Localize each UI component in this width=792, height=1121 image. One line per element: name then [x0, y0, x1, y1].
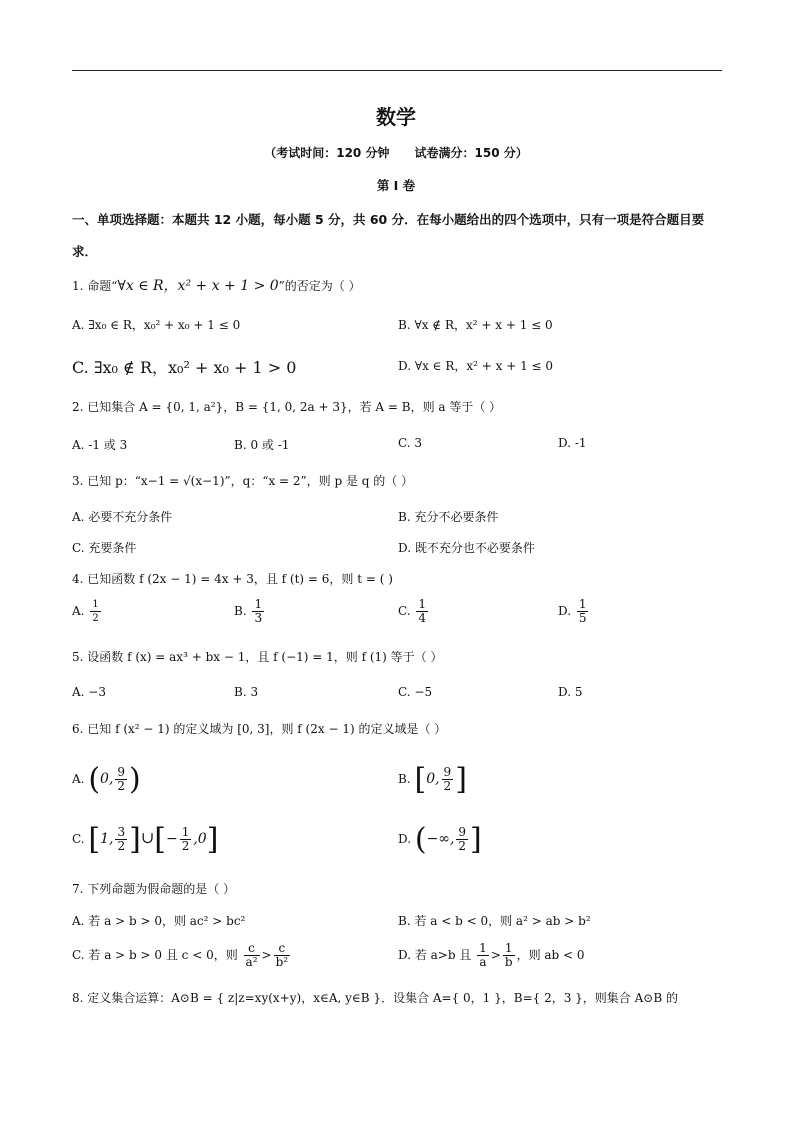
- q6-option-a[interactable]: [72, 762, 141, 797]
- q5-option-b[interactable]: B. 3: [234, 685, 259, 699]
- q2-option-c[interactable]: C. 3: [398, 436, 423, 450]
- q6-option-b[interactable]: [398, 762, 467, 797]
- q6-c-bracket-close: ]: [129, 822, 141, 857]
- q6-c-bracket-close-2: ]: [206, 822, 219, 857]
- q7-d-numerator-1: 1: [479, 941, 487, 955]
- q2-option-d[interactable]: D. -1: [558, 436, 587, 450]
- question-1-prefix: 1. 命题“: [72, 279, 118, 293]
- q7-c-comparison: >: [261, 948, 272, 962]
- q6-d-left-paren: (: [414, 822, 427, 857]
- q7-c-numerator-2: c: [274, 942, 291, 956]
- q6-option-d[interactable]: [398, 822, 482, 857]
- q6-a-lower: 0,: [100, 771, 114, 787]
- union-symbol: ∪: [140, 828, 155, 847]
- q4-a-denominator: 2: [92, 613, 99, 624]
- q6-c-minus: −: [165, 831, 178, 847]
- q6-b-numerator: 9: [443, 765, 452, 779]
- q4-option-b-label: B.: [234, 604, 247, 618]
- question-3: 3. 已知 p：“x−1 = √(x−1)”，q：“x = 2”，则 p 是 q 的（ ）: [72, 474, 414, 488]
- question-5: 5. 设函数 f (x) = ax³ + bx − 1，且 f (−1) = 1，则 f (1) 等于（ ）: [72, 650, 443, 664]
- q6-b-right-bracket: ]: [455, 762, 467, 797]
- q4-d-numerator: 1: [578, 597, 587, 611]
- q7-d-denominator-1: a: [479, 955, 487, 969]
- question-1-math: ∀x ∈ R，x² + x + 1 > 0: [117, 278, 279, 294]
- q6-a-right-paren: ): [129, 762, 141, 797]
- section-heading: 一、单项选择题：本题共 12 小题，每小题 5 分，共 60 分．在每小题给出的四个选项中，只有一项是符合题目要求．: [72, 212, 705, 259]
- page-title: 数学: [376, 105, 416, 129]
- q7-c-denominator-2: b²: [275, 955, 289, 969]
- q4-option-a-label: A.: [72, 604, 85, 618]
- q6-d-denominator: 2: [458, 839, 467, 853]
- q1-option-d[interactable]: D. ∀x ∈ R，x² + x + 1 ≤ 0: [398, 359, 554, 373]
- q6-option-b-label: B.: [398, 772, 411, 786]
- q6-option-d-label: D.: [398, 832, 412, 846]
- question-2: 2. 已知集合 A = {0, 1, a²}，B = {1, 0, 2a + 3}，若 A = B，则 a 等于（ ）: [72, 400, 502, 414]
- q3-option-a[interactable]: A. 必要不充分条件: [72, 510, 173, 524]
- q6-option-c-label: C.: [72, 832, 85, 846]
- question-1-suffix: ”的否定为（ ）: [278, 279, 361, 293]
- q4-option-c[interactable]: [398, 598, 430, 625]
- q7-c-condition: C. 若 a > b > 0 且 c < 0，则: [72, 948, 238, 962]
- q3-option-d[interactable]: D. 既不充分也不必要条件: [398, 541, 535, 555]
- q6-option-a-label: A.: [72, 772, 85, 786]
- q7-option-d[interactable]: [398, 942, 585, 969]
- q6-a-left-paren: (: [88, 762, 101, 797]
- q4-option-c-label: C.: [398, 604, 411, 618]
- q7-d-numerator-2: 1: [503, 942, 515, 956]
- q7-c-denominator-1: a²: [245, 955, 258, 969]
- q2-option-b[interactable]: B. 0 或 -1: [234, 438, 290, 452]
- q6-c-part1-denominator: 2: [117, 839, 126, 853]
- q7-d-conclusion: ，则 ab < 0: [516, 948, 585, 962]
- q3-option-c[interactable]: C. 充要条件: [72, 541, 137, 555]
- q4-option-d[interactable]: [558, 598, 590, 625]
- question-8: 8. 定义集合运算：A⊙B = { z|z=xy(x+y)，x∈A, y∈B }．设集合 A={ 0，1 }，B={ 2，3 }，则集合 A⊙B 的: [72, 991, 678, 1005]
- q7-d-denominator-2: b: [504, 955, 513, 969]
- question-4: 4. 已知函数 f (2x − 1) = 4x + 3，且 f (t) = 6，则 t = ( ): [72, 572, 393, 586]
- q4-option-d-label: D.: [558, 604, 572, 618]
- q4-a-numerator: 1: [92, 599, 99, 610]
- q6-c-part1-lower: 1,: [100, 831, 114, 847]
- q5-option-c[interactable]: C. −5: [398, 685, 433, 699]
- q7-c-numerator-1: c: [244, 942, 260, 956]
- q6-d-right-bracket: ]: [470, 822, 482, 857]
- q6-b-denominator: 2: [443, 779, 452, 793]
- q6-option-c[interactable]: [72, 822, 218, 857]
- q6-c-bracket-open: [: [88, 822, 101, 857]
- q4-option-b[interactable]: [234, 598, 266, 625]
- q6-d-lower: −∞,: [426, 831, 455, 847]
- q6-d-numerator: 9: [458, 825, 467, 839]
- q7-option-b[interactable]: B. 若 a < b < 0，则 a² > ab > b²: [398, 914, 591, 928]
- q6-c-part2-upper: ,0: [193, 831, 207, 847]
- q1-option-c[interactable]: C. ∃x₀ ∉ R，x₀² + x₀ + 1 > 0: [72, 358, 297, 377]
- q6-a-numerator: 9: [117, 765, 126, 779]
- q2-option-a[interactable]: A. -1 或 3: [72, 438, 128, 452]
- q7-d-comparison: >: [490, 948, 501, 962]
- q5-option-d[interactable]: D. 5: [558, 685, 583, 699]
- volume-label: 第 I 卷: [376, 178, 416, 193]
- question-6: 6. 已知 f (x² − 1) 的定义域为 [0, 3]，则 f (2x − 1) 的定义域是（ ）: [72, 722, 447, 736]
- q6-b-left-bracket: [: [414, 762, 427, 797]
- q6-c-bracket-open-2: [: [154, 822, 166, 857]
- q3-option-b[interactable]: B. 充分不必要条件: [398, 510, 499, 524]
- q6-c-part2-numerator: 1: [181, 825, 190, 839]
- q4-option-a[interactable]: [72, 598, 103, 625]
- exam-info: （考试时间：120 分钟 试卷满分：150 分）: [264, 146, 528, 160]
- q4-b-numerator: 1: [254, 597, 263, 611]
- q6-c-part1-numerator: 3: [117, 825, 126, 839]
- q4-c-numerator: 1: [418, 597, 427, 611]
- q7-option-c[interactable]: [72, 942, 292, 969]
- q6-c-part2-denominator: 2: [181, 839, 190, 853]
- q5-option-a[interactable]: A. −3: [72, 685, 106, 699]
- q6-b-lower: 0,: [426, 771, 440, 787]
- q7-option-a[interactable]: A. 若 a > b > 0，则 ac² > bc²: [72, 914, 246, 928]
- question-1: [72, 275, 361, 295]
- q4-b-denominator: 3: [254, 611, 263, 625]
- q1-option-b[interactable]: B. ∀x ∉ R，x² + x + 1 ≤ 0: [398, 318, 553, 332]
- question-7: 7. 下列命题为假命题的是（ ）: [72, 882, 236, 896]
- q1-option-a[interactable]: A. ∃x₀ ∈ R，x₀² + x₀ + 1 ≤ 0: [72, 318, 241, 332]
- top-rule: [72, 70, 722, 71]
- q4-c-denominator: 4: [418, 611, 427, 625]
- q4-d-denominator: 5: [578, 611, 587, 625]
- q7-d-condition: D. 若 a>b 且: [398, 948, 472, 962]
- q6-a-denominator: 2: [117, 779, 126, 793]
